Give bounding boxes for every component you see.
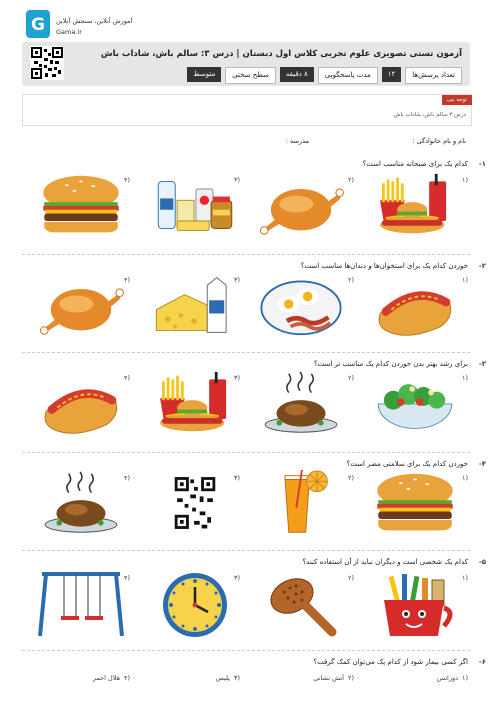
question-text: کدام یک شخصی است و دیگران نباید از آن استفاده کنند؟ [302,558,468,566]
option-label[interactable]: پلیس [215,674,230,682]
qr-code-icon[interactable] [148,470,242,536]
clock-icon[interactable] [148,570,242,640]
page-title: آزمون تستی تصویری علوم تجربی کلاس اول دبستان | درس ۳: سالم باش، شاداب باش [100,49,462,59]
question-text: برای رشد بهتر بدن خوردن کدام یک مناسب تر است؟ [313,360,468,368]
fastfood-icon[interactable] [148,370,242,436]
fastfood-icon[interactable] [368,172,462,238]
question-number: -۳ [478,360,486,368]
note-text: درس ۳ سالم باش، شاداب باش [393,112,466,118]
roast-chicken-icon[interactable] [254,172,348,238]
option-number[interactable]: ۱) [462,374,469,382]
option-number[interactable]: ۱) [462,176,469,184]
hamburger-icon[interactable] [368,470,462,536]
question-text: خوردن کدام یک برای سلامتی مضر است؟ [346,460,468,468]
question-number: -۱ [478,160,486,168]
question-number: -۵ [478,558,486,566]
option-number[interactable]: ۴) [124,474,131,482]
option-number[interactable]: ۲) [348,176,355,184]
option-number[interactable]: ۴) [124,176,131,184]
question-number: -۲ [478,262,486,270]
hotdog-icon[interactable] [34,370,131,436]
brand-url[interactable]: Gama.ir [56,28,82,36]
question-divider [22,650,470,651]
hotdog-icon[interactable] [368,272,462,338]
hamburger-icon[interactable] [34,172,131,238]
meta-duration-value: ۸ دقیقه [280,67,314,82]
meta-count-value: ۱۲ [382,67,402,82]
pencil-cup-icon[interactable] [368,570,462,640]
option-number[interactable]: ۲) [348,276,355,284]
cheese-milk-icon[interactable] [148,272,242,338]
option-number[interactable]: ۲) [348,374,355,382]
question-text: کدام یک برای صبحانه مناسب است؟ [362,160,468,168]
option-number[interactable]: ۱) [462,474,469,482]
option-label[interactable]: آتش نشانی [313,674,344,682]
note-box [22,94,472,126]
logo-letter: G [31,15,45,35]
question-text: اگر کسی بیمار شود از کدام یک می‌توان کمک گرفت؟ [313,658,468,666]
roast-chicken-icon[interactable] [34,272,131,338]
question-divider [22,550,470,551]
question-number: -۶ [478,658,486,666]
question-divider [22,452,470,453]
salad-icon[interactable] [368,370,462,436]
option-number[interactable]: ۴) [124,674,131,682]
question-number: -۴ [478,460,486,468]
meta-difficulty-label: سطح سختی [225,67,276,84]
option-number[interactable]: ۲) [348,574,355,582]
question-divider [22,254,470,255]
option-number[interactable]: ۴) [124,276,131,284]
option-number[interactable]: ۳) [234,276,241,284]
option-number[interactable]: ۱) [462,674,469,682]
swing-icon[interactable] [34,570,131,640]
option-number[interactable]: ۳) [234,176,241,184]
meta-row [187,67,462,84]
option-number[interactable]: ۳) [234,474,241,482]
hot-chicken-icon[interactable] [34,470,131,536]
hot-chicken-icon[interactable] [254,370,348,436]
eggs-bacon-icon[interactable] [254,272,348,338]
brand-name: آموزش آنلاین، سنجش آنلاین [56,17,133,25]
meta-difficulty-value: متوسط [187,67,221,82]
qr-code-icon [30,46,64,80]
note-tag: توجه بنی [442,95,472,105]
dairy-products-icon[interactable] [148,172,242,238]
option-number[interactable]: ۲) [348,474,355,482]
option-number[interactable]: ۲) [348,674,355,682]
option-number[interactable]: ۴) [124,374,131,382]
question-text: خوردن کدام یک برای استخوان‌ها و دندان‌ها مناسب است؟ [300,262,468,270]
option-number[interactable]: ۱) [462,574,469,582]
meta-count-label: تعداد پرسش‌ها [405,67,462,84]
option-number[interactable]: ۳) [234,374,241,382]
school-label: مدرسه : [285,137,309,145]
student-name-label: نام و نام خانوادگی : [412,137,466,145]
option-number[interactable]: ۳) [234,674,241,682]
option-number[interactable]: ۴) [124,574,131,582]
meta-duration-label: مدت پاسخگویی [318,67,378,84]
option-label[interactable]: دوزاسن [436,674,458,682]
question-divider [22,352,470,353]
option-label[interactable]: هلال احمر [92,674,120,682]
hairbrush-icon[interactable] [254,570,348,640]
option-number[interactable]: ۱) [462,276,469,284]
option-number[interactable]: ۳) [234,574,241,582]
gama-logo-icon [26,10,50,38]
orange-juice-icon[interactable] [254,470,348,536]
